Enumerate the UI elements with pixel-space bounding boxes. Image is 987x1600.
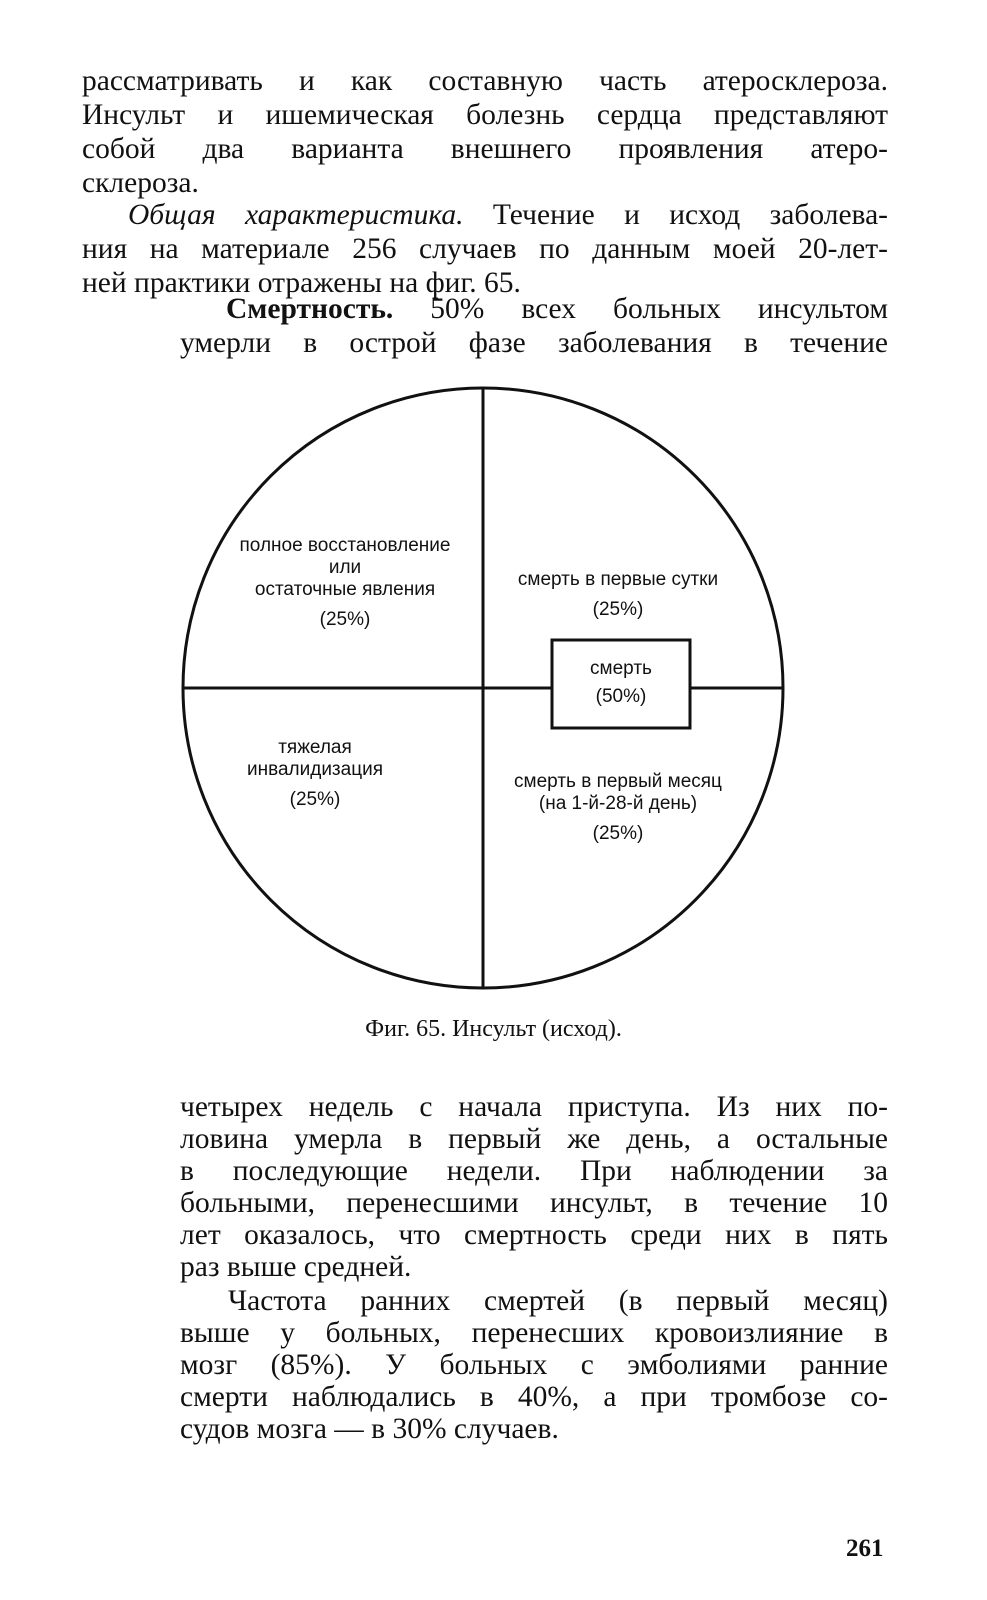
text-fragment: Течение и исход заболева- bbox=[463, 199, 888, 231]
slice-percent: (50%) bbox=[595, 686, 647, 707]
text-line: ней практики отражены на фиг. 65. bbox=[82, 267, 521, 299]
slice-label-line: полное восстановление bbox=[239, 535, 451, 556]
slice-label-death-first-month bbox=[488, 771, 748, 845]
figure-caption: Фиг. 65. Инсульт (исход). bbox=[365, 1016, 622, 1042]
text-line: судов мозга — в 30% случаев. bbox=[180, 1413, 559, 1445]
slice-label-death-first-day bbox=[488, 569, 748, 621]
slice-label-recovery bbox=[210, 535, 480, 631]
slice-percent: (25%) bbox=[592, 599, 644, 620]
italic-heading: Общая характеристика. bbox=[128, 199, 464, 231]
text-fragment: 50% всех больных инсультом bbox=[393, 293, 888, 325]
slice-label-line: тяжелая bbox=[278, 737, 352, 758]
text-line: склероза. bbox=[82, 167, 199, 199]
text-line: смерти наблюдались в 40%, а при тромбозе со- bbox=[180, 1381, 888, 1413]
text-line: умерли в острой фазе заболевания в течение bbox=[180, 327, 888, 359]
slice-percent: (25%) bbox=[319, 609, 371, 630]
slice-label-line: или bbox=[328, 557, 362, 578]
slice-label-line: смерть в первые сутки bbox=[517, 569, 719, 590]
text-line: четырех недель с начала приступа. Из них по- bbox=[180, 1091, 888, 1123]
text-line: собой два варианта внешнего проявления атеро- bbox=[82, 133, 888, 165]
center-label-death bbox=[554, 658, 688, 708]
slice-label-disability bbox=[190, 737, 440, 811]
text-line: выше у больных, перенесших кровоизлияние в bbox=[180, 1317, 888, 1349]
text-line: Частота ранних смертей (в первый месяц) bbox=[228, 1285, 888, 1317]
paragraph-mortality-line bbox=[226, 292, 888, 326]
slice-percent: (25%) bbox=[592, 823, 644, 844]
text-line: мозг (85%). У больных с эмболиями ранние bbox=[180, 1349, 888, 1381]
slice-percent: (25%) bbox=[289, 789, 341, 810]
bold-heading: Смертность. bbox=[226, 293, 394, 325]
slice-label-line: инвалидизация bbox=[246, 759, 383, 780]
text-line: лет оказалось, что смертность среди них в пять bbox=[180, 1219, 888, 1251]
page-number: 261 bbox=[846, 1535, 884, 1562]
pie-svg bbox=[180, 385, 790, 995]
text-line: в последующие недели. При наблюдении за bbox=[180, 1155, 888, 1187]
text-line: раз выше средней. bbox=[180, 1251, 412, 1283]
text-line: ловина умерла в первый же день, а остальные bbox=[180, 1123, 888, 1155]
text-line: Инсульт и ишемическая болезнь сердца представляют bbox=[82, 99, 888, 131]
outcome-pie-diagram bbox=[180, 385, 790, 995]
paragraph-general-line bbox=[128, 198, 888, 232]
slice-label-line: смерть в первый месяц bbox=[514, 771, 722, 792]
text-line: рассматривать и как составную часть атеросклероза. bbox=[82, 65, 888, 97]
text-line: ния на материале 256 случаев по данным моей 20-лет- bbox=[82, 233, 888, 265]
slice-label-line: остаточные явления bbox=[254, 579, 436, 600]
text-line: больными, перенесшими инсульт, в течение 10 bbox=[180, 1187, 888, 1219]
slice-label-line: смерть bbox=[590, 658, 652, 679]
slice-label-line: (на 1-й-28-й день) bbox=[538, 793, 698, 814]
